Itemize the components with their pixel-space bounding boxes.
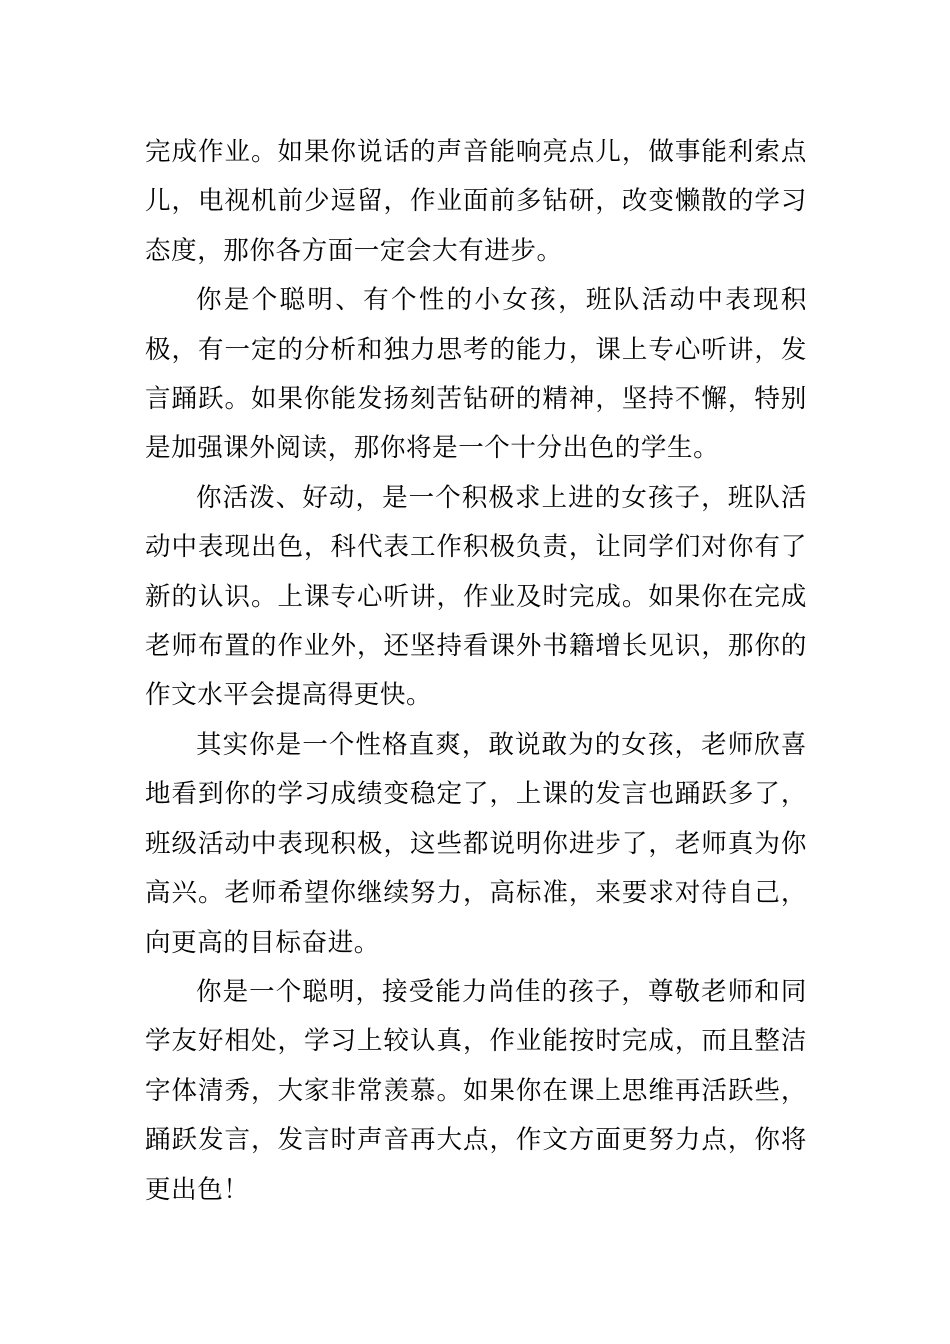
paragraph-comment-2: 你是个聪明、有个性的小女孩，班队活动中表现积极，有一定的分析和独力思考的能力，课上专心听讲，发言踊跃。如果你能发扬刻苦钻研的精神，坚持不懈，特别是加强课外阅读，那你将是一个十分出色的学生。 — [145, 285, 807, 464]
paragraph-continued: 完成作业。如果你说话的声音能响亮点儿，做事能利索点儿，电视机前少逗留，作业面前多钻研，改变懒散的学习态度，那你各方面一定会大有进步。 — [145, 137, 807, 266]
document-body — [145, 128, 807, 1215]
paragraph-comment-3: 你活泼、好动，是一个积极求上进的女孩子，班队活动中表现出色，科代表工作积极负责，让同学们对你有了新的认识。上课专心听讲，作业及时完成。如果你在完成老师布置的作业外，还坚持看课外书籍增长见识，那你的作文水平会提高得更快。 — [145, 482, 807, 711]
paragraph-comment-5: 你是一个聪明，接受能力尚佳的孩子，尊敬老师和同学友好相处，学习上较认真，作业能按时完成，而且整洁字体清秀，大家非常羡慕。如果你在课上思维再活跃些，踊跃发言，发言时声音再大点，作文方面更努力点，你将更出色！ — [145, 976, 807, 1205]
paragraph-comment-4: 其实你是一个性格直爽，敢说敢为的女孩，老师欣喜地看到你的学习成绩变稳定了，上课的发言也踊跃多了，班级活动中表现积极，这些都说明你进步了，老师真为你高兴。老师希望你继续努力，高标准，来要求对待自己，向更高的目标奋进。 — [145, 729, 807, 958]
